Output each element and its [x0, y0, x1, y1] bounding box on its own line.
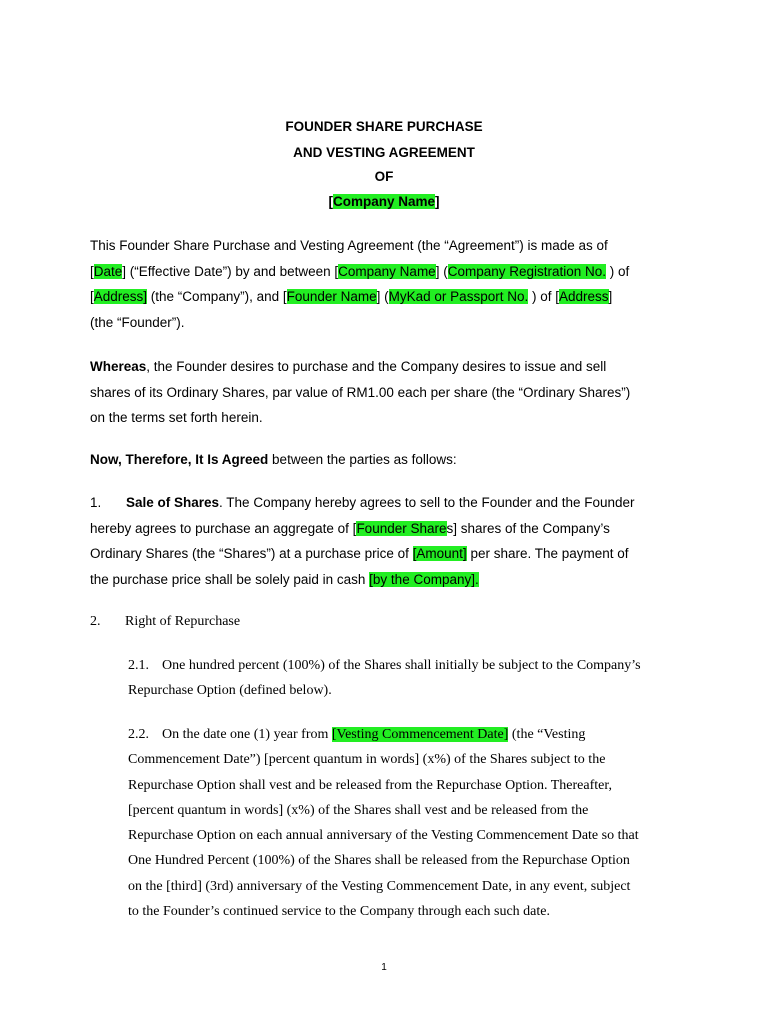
placeholder-founder-address: Address	[558, 289, 609, 304]
placeholder-vesting-commencement-date: [Vesting Commencement Date]	[331, 727, 509, 742]
whereas-paragraph: Whereas, the Founder desires to purchase and the Company desires to issue and sell shares of its Ordinary Shares, par value of RM1.00 each per share (the “Ordinary Shares”) on the terms set forth herein.	[90, 359, 631, 425]
placeholder-address: Address]	[93, 289, 148, 304]
clause-2-1: 2.1. One hundred percent (100%) of the Shares shall initially be subject to the Company’s Repurchase Option (defined below).	[128, 653, 728, 704]
title-company-name: [Company Name]	[328, 194, 440, 209]
placeholder-company-name-2: Company Name	[338, 263, 436, 279]
section-1-sale-of-shares: 1. Sale of Shares. The Company hereby agrees to sell to the Founder and the Founder hereby agrees to purchase an aggregate of [Founder Shares] shares of the Company’s Ordinary Shares (the “Shares”) at a purchase price of [Amount] per share. The payment of the purchase price shall be solely paid in cash [by the Company].	[90, 490, 690, 592]
title-line-3: OF	[374, 169, 394, 184]
placeholder-by-the-company: [by the Company].	[369, 571, 479, 587]
placeholder-amount: [Amount]	[412, 546, 467, 561]
clause-2-2: 2.2. On the date one (1) year from [Vesting Commencement Date] (the “Vesting Commencement Date”) [percent quantum in words] (x%) of the Shares subject to the Repurchase Option shall vest and be released from the Repurchase Option. Thereafter, [percent quantum in words] (x%) of the Shares shall vest and be released from the Repurchase Option on each annual anniversary of the Vesting Commencement Date so that One Hundred Percent (100%) of the Shares shall be released from the Repurchase Option on the [third] (3rd) anniversary of the Vesting Commencement Date, in any event, subject to the Founder’s continued service to the Company through each such date.	[128, 722, 728, 924]
placeholder-company-name: Company Name	[332, 194, 436, 209]
clause-2-2-number: 2.2.	[128, 727, 149, 742]
placeholder-founder-name: Founder Name	[286, 289, 377, 304]
placeholder-mykad-passport: MyKad or Passport No.	[388, 289, 529, 304]
page-number: 1	[381, 962, 387, 973]
title-line-1: FOUNDER SHARE PURCHASE	[285, 119, 483, 134]
section-2-number: 2.	[90, 614, 101, 629]
clause-2-1-number: 2.1.	[128, 658, 149, 673]
title-line-2: AND VESTING AGREEMENT	[293, 145, 475, 160]
placeholder-founder-shares: Founder Share	[356, 520, 447, 536]
section-2-heading: 2. Right of Repurchase	[90, 609, 690, 634]
section-1-number: 1.	[90, 495, 102, 510]
placeholder-date: Date	[93, 263, 123, 279]
section-1-heading: Sale of Shares	[126, 495, 220, 510]
placeholder-company-registration: Company Registration No.	[447, 263, 607, 279]
agreed-paragraph: Now, Therefore, It Is Agreed between the parties as follows:	[90, 452, 457, 467]
intro-paragraph: This Founder Share Purchase and Vesting Agreement (the “Agreement”) is made as of [Date] (“Effective Date”) by and between [Company Name] (Company Registration No. ) of [Address] (the “Company”), and [Founder Name] (MyKad or Passport No. ) of [Address] (the “Founder”).	[90, 238, 630, 330]
